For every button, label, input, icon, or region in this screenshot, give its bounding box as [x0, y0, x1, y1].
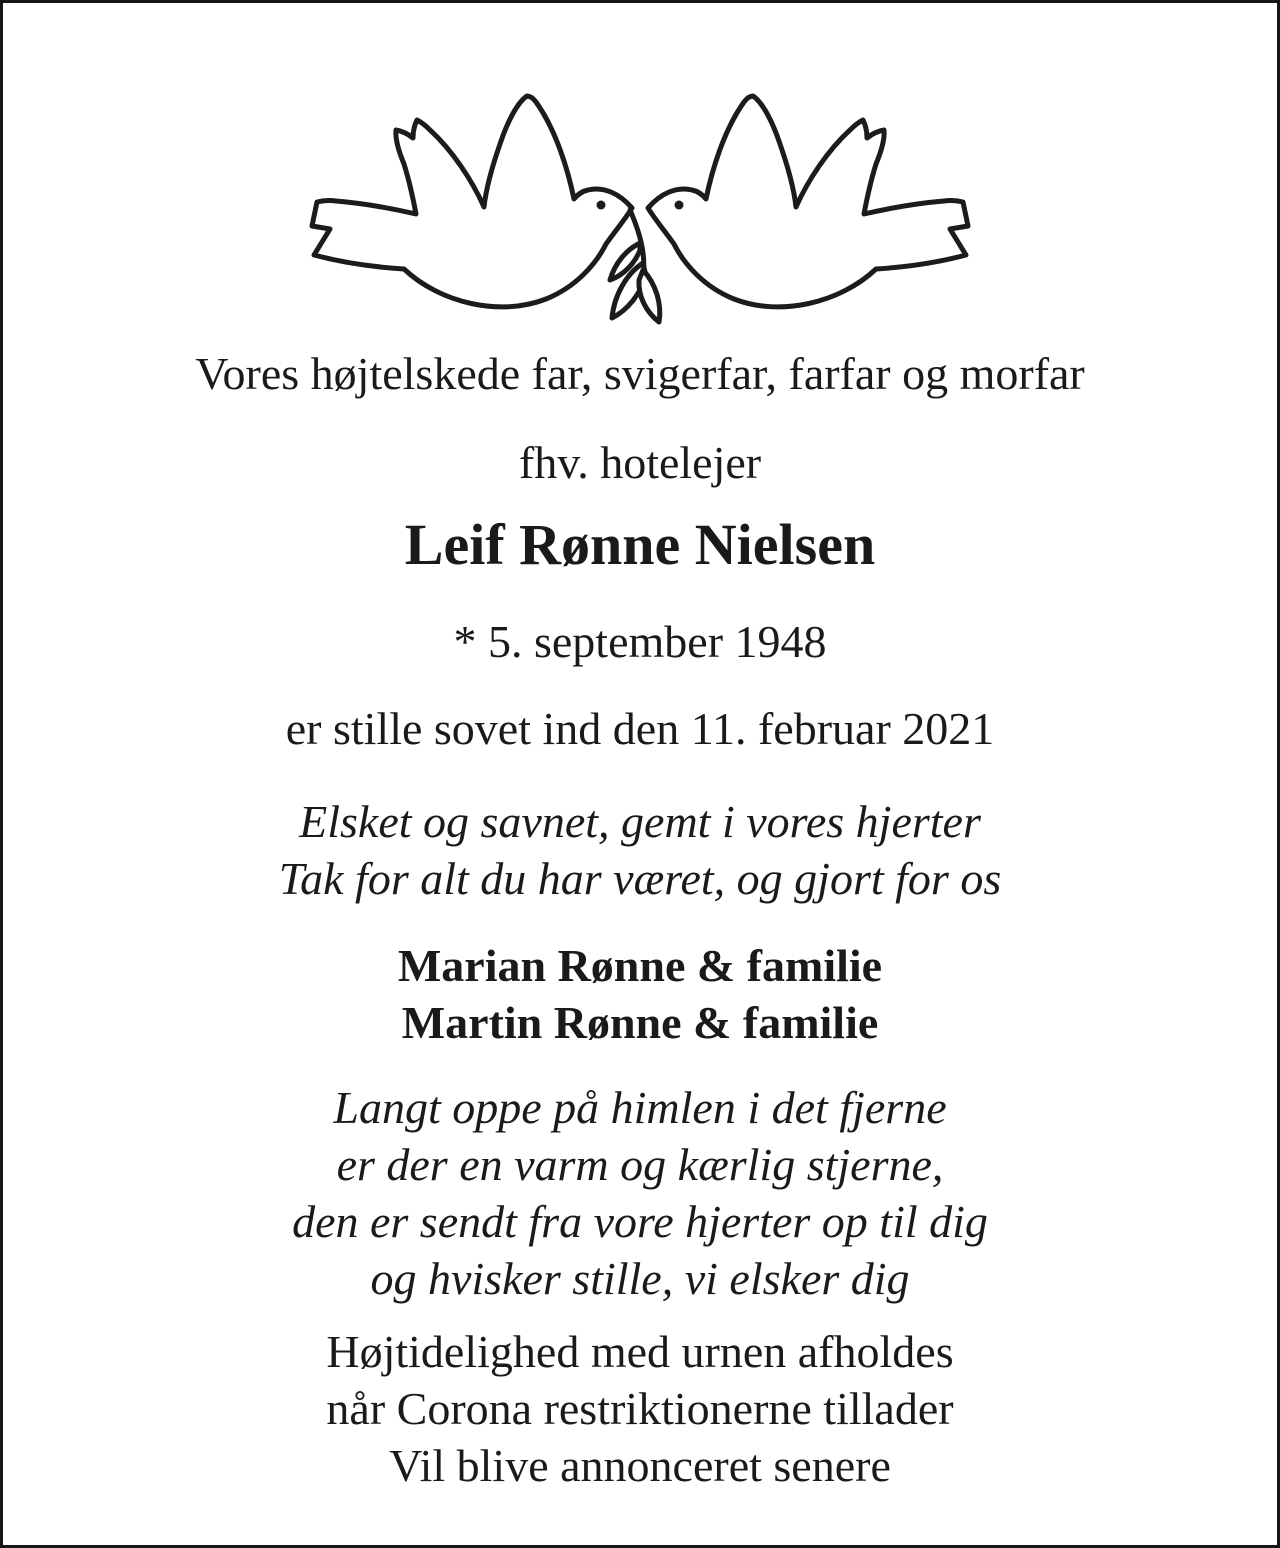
- death-date-line: er stille sovet ind den 11. februar 2021: [285, 703, 995, 754]
- doves-illustration: [3, 58, 1277, 335]
- family-line: Martin Rønne & familie: [401, 997, 879, 1048]
- birth-date-line: * 5. september 1948: [453, 616, 827, 667]
- doves-olive-branch-icon: [300, 58, 980, 330]
- verse-line: Elsket og savnet, gemt i vores hjerter: [299, 796, 981, 847]
- verse-line: den er sendt fra vore hjerter op til dig: [292, 1196, 988, 1247]
- memorial-verse-1: [3, 793, 1277, 907]
- intro-line: Vores højtelskede far, svigerfar, farfar og morfar: [195, 348, 1085, 399]
- family-line: Marian Rønne & familie: [397, 940, 883, 991]
- verse-line: er der en varm og kærlig stjerne,: [336, 1139, 944, 1190]
- ceremony-info: [3, 1323, 1277, 1494]
- verse-line: Tak for alt du har været, og gjort for os: [278, 853, 1002, 904]
- family-signatures: [3, 937, 1277, 1051]
- info-line: Højtidelighed med urnen afholdes: [326, 1326, 954, 1377]
- memorial-verse-2: [3, 1079, 1277, 1307]
- profession-line: fhv. hotelejer: [518, 437, 762, 488]
- verse-line: og hvisker stille, vi elsker dig: [370, 1253, 910, 1304]
- info-line: når Corona restriktionerne tillader: [326, 1383, 954, 1434]
- info-line: Vil blive annonceret senere: [389, 1440, 891, 1491]
- deceased-name: Leif Rønne Nielsen: [404, 512, 876, 577]
- verse-line: Langt oppe på himlen i det fjerne: [333, 1082, 947, 1133]
